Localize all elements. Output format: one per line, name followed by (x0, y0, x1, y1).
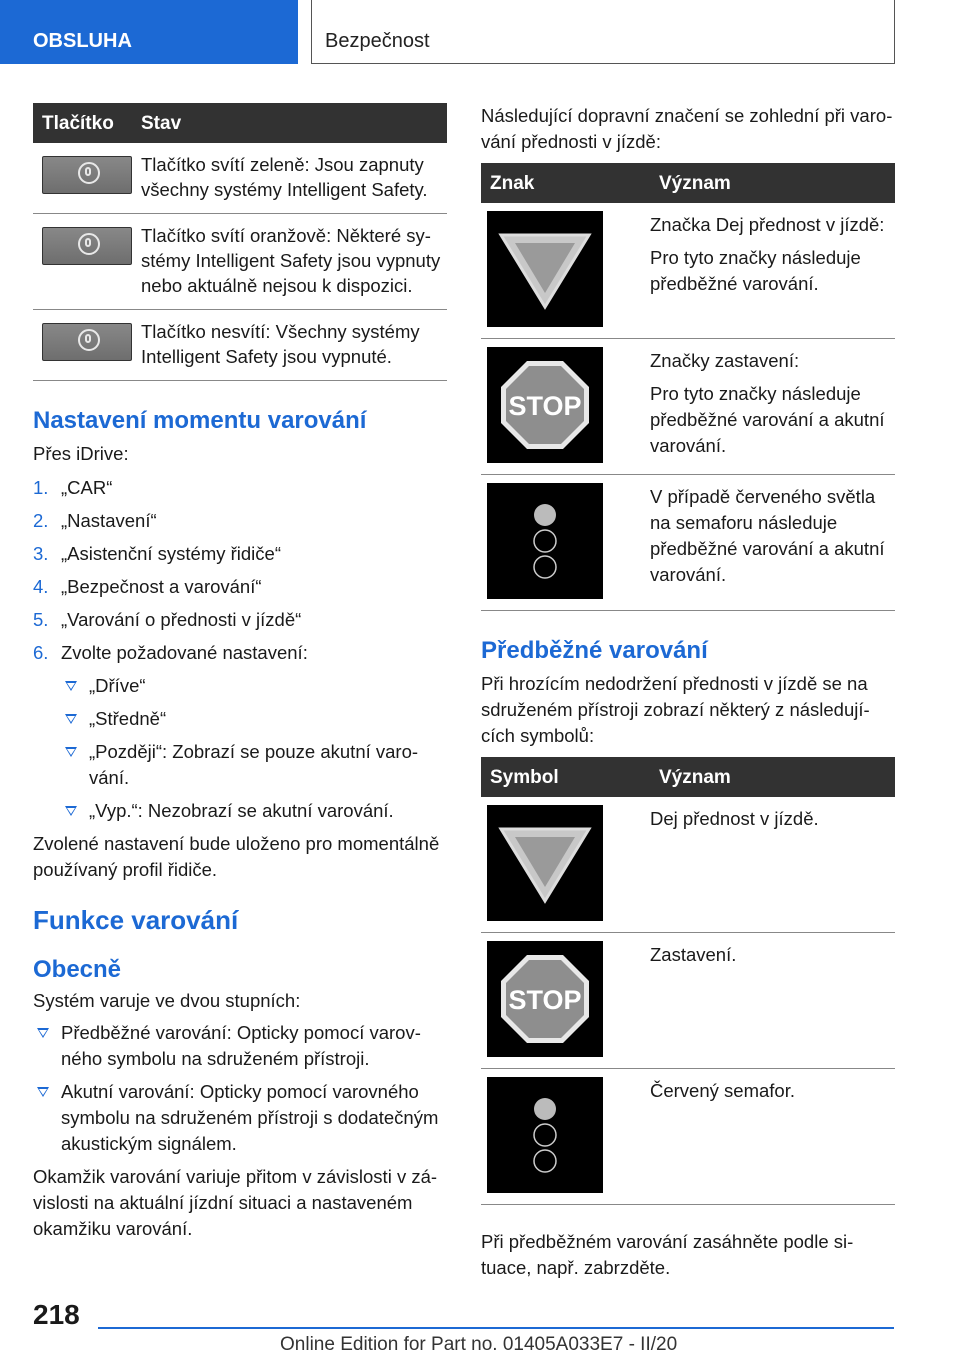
signs-table (481, 163, 895, 611)
stages-list (33, 1020, 447, 1157)
yield-sign-icon (487, 211, 603, 327)
header-section-label: OBSLUHA (33, 30, 132, 52)
svg-text:STOP: STOP (508, 391, 582, 421)
list-item: Předběžné varování: Opticky pomocí varovného symbolu na sdruženém přístroji. (33, 1020, 447, 1072)
triangle-bullet-icon (65, 806, 77, 816)
left-column (33, 103, 447, 1242)
th-status: Stav (132, 103, 447, 143)
list-item: „Středně“ (61, 706, 447, 732)
symbols-table (481, 757, 895, 1205)
table-row: STOP Značky zastavení: Pro tyto značky následuje předběžné varování a akutní varování. (481, 339, 895, 475)
traffic-light-icon (487, 483, 603, 599)
table-row (33, 143, 447, 214)
signs-intro: Následující dopravní značení se zohlední při varování přednosti v jízdě: (481, 105, 893, 152)
th-symbol: Symbol (481, 757, 650, 797)
table-row: STOP Zastavení. (481, 933, 895, 1069)
status-text: Tlačítko svítí oranžově: Některé systémy Intelligent Safety jsou vypnuty nebo aktuálně nejsou k dispozici. (132, 214, 447, 310)
list-item: „Dříve“ (61, 673, 447, 699)
page-number: 218 (33, 1299, 80, 1330)
th-button: Tlačítko (33, 103, 132, 143)
table-row: Červený semafor. (481, 1069, 895, 1205)
header-chapter-label: Bezpečnost (325, 30, 430, 52)
status-text: Tlačítko nesvítí: Všechny systémy Intelligent Safety jsou vypnuté. (132, 310, 447, 381)
heading-pre-warning: Předběžné varování (481, 637, 708, 664)
traffic-light-icon (487, 1077, 603, 1193)
stop-sign-icon (487, 941, 603, 1057)
list-item: Akutní varování: Opticky pomocí varovného symbolu na sdruženém přístroji s dodatečným akustickým signálem. (33, 1079, 447, 1157)
stop-sign-icon (487, 347, 603, 463)
options-list (33, 673, 447, 824)
safety-button-icon (42, 156, 132, 194)
footer-divider (98, 1327, 894, 1329)
list-item: 6. Zvolte požadované nastavení: (33, 642, 308, 663)
svg-text:STOP: STOP (508, 985, 582, 1015)
status-text: Tlačítko svítí zeleně: Jsou zapnuty všechny systémy Intelligent Safety. (132, 143, 447, 214)
closing-note: Při předběžném varování zasáhněte podle situace, např. zabrzděte. (481, 1231, 854, 1278)
table-row: Značka Dej přednost v jízdě: Pro tyto značky následuje předběžné varování. (481, 203, 895, 339)
triangle-bullet-icon (37, 1028, 49, 1038)
list-item: 1. „CAR“ (33, 477, 113, 498)
triangle-bullet-icon (65, 747, 77, 757)
header-chapter-tab (311, 0, 895, 64)
edition-note: Online Edition for Part no. 01405A033E7 - II/20 (280, 1334, 678, 1355)
list-item: 4. „Bezpečnost a varování“ (33, 576, 262, 597)
th-meaning: Význam (650, 163, 895, 203)
button-status-table (33, 103, 447, 381)
pre-warning-intro: Při hrozícím nedodržení přednosti v jízdě se na sdruženém přístroji zobrazí některý z následujících symbolů: (481, 673, 870, 746)
heading-warning-moment: Nastavení momentu varování (33, 407, 367, 434)
list-item: „Později“: Zobrazí se pouze akutní varování. (61, 739, 447, 791)
stages-intro: Systém varuje ve dvou stupních: (33, 990, 301, 1011)
idrive-intro: Přes iDrive: (33, 443, 129, 464)
right-column (481, 103, 895, 1281)
table-row (33, 214, 447, 310)
list-item: „Vyp.“: Nezobrazí se akutní varování. (61, 798, 447, 824)
list-item: 3. „Asistenční systémy řidiče“ (33, 543, 281, 564)
yield-sign-icon (487, 805, 603, 921)
list-item: 2. „Nastavení“ (33, 510, 157, 531)
table-row: Dej přednost v jízdě. (481, 797, 895, 933)
heading-general: Obecně (33, 956, 122, 983)
th-sign: Znak (481, 163, 650, 203)
steps-list (33, 475, 447, 666)
safety-button-icon (42, 227, 132, 265)
list-item: 5. „Varování o přednosti v jízdě“ (33, 609, 302, 630)
table-row (33, 310, 447, 381)
triangle-bullet-icon (65, 714, 77, 724)
th-meaning: Význam (650, 757, 895, 797)
triangle-bullet-icon (37, 1087, 49, 1097)
saved-note: Zvolené nastavení bude uloženo pro momentálně používaný profil řidiče. (33, 833, 440, 880)
triangle-bullet-icon (65, 681, 77, 691)
table-row: V případě červeného světla na semaforu následuje předběžné varování a akutní varování. (481, 475, 895, 611)
moment-note: Okamžik varování variuje přitom v závislosti v závislosti na aktuální jízdní situaci a nastaveném okamžiku varování. (33, 1166, 438, 1239)
header-section-tab (0, 0, 298, 64)
safety-button-icon (42, 323, 132, 361)
heading-warning-function: Funkce varování (33, 905, 239, 935)
